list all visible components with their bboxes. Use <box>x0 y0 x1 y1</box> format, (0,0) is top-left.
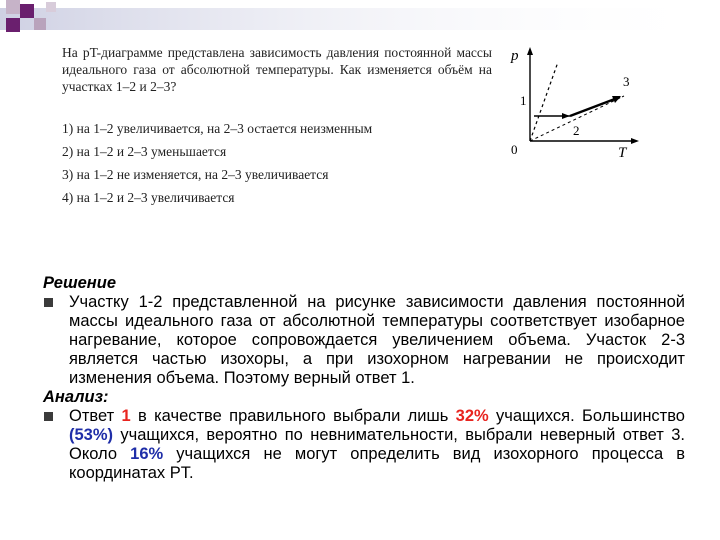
label-T: T <box>618 145 627 161</box>
analysis-text-3: учащихся. Большинство <box>488 407 685 425</box>
pT-diagram <box>500 44 650 164</box>
problem-question: На pT-диаграмме представлена зависимость давления постоянной массы идеального газа от абсолютной температуры. Как изменяется объём на участках 1–2 и 2–3? <box>62 45 492 94</box>
label-point-2: 2 <box>573 123 580 138</box>
analysis-text-4: учащихся, вероятно по невнимательности, выбрали неверный ответ 3. Около <box>69 426 685 463</box>
analysis-pct-majority: (53%) <box>69 426 114 444</box>
solution-block <box>43 274 685 483</box>
analysis-text-1: Ответ <box>69 407 122 425</box>
option-1: 1) на 1–2 увеличивается, на 2–3 остается неизменным <box>62 121 373 136</box>
option-3: 3) на 1–2 не изменяется, на 2–3 увеличивается <box>62 167 329 182</box>
label-origin: 0 <box>511 142 518 157</box>
analysis-item <box>43 407 685 483</box>
analysis-pct-correct: 32% <box>455 407 489 425</box>
analysis-pct-unknown: 16% <box>130 445 164 463</box>
segment-2-3 <box>570 97 620 116</box>
axis-p-arrow <box>527 47 533 55</box>
solution-heading: Решение <box>43 274 117 292</box>
analysis-text-2: в качестве правильного выбрали лишь <box>130 407 456 425</box>
decorative-header <box>0 0 720 40</box>
answer-options <box>62 117 492 209</box>
analysis-text-5: учащихся не могут определить вид изохорного процесса в координатах PT. <box>69 445 685 482</box>
arrow-1-2 <box>562 113 570 119</box>
option-2: 2) на 1–2 и 2–3 уменьшается <box>62 144 227 159</box>
label-point-3: 3 <box>623 74 630 89</box>
label-point-1: 1 <box>520 93 527 108</box>
analysis-heading: Анализ: <box>43 388 109 406</box>
solution-item <box>43 293 685 388</box>
label-p: p <box>511 48 519 64</box>
option-4: 4) на 1–2 и 2–3 увеличивается <box>62 190 235 205</box>
axis-T-arrow <box>631 138 639 144</box>
square-bullet-icon <box>44 412 53 421</box>
problem-block <box>62 44 492 209</box>
analysis-answer: 1 <box>121 407 131 425</box>
solution-text: Участку 1-2 представленной на рисунке зависимости давления постоянной массы идеального газа от абсолютной температуры соответствует изобарное нагревание, которое сопровождается увеличением объема. Участок 2-3 является частью изохоры, а при изохорном нагревании не происходит изменения объема. Поэтому верный ответ 1. <box>69 293 685 387</box>
square-bullet-icon <box>44 298 53 307</box>
